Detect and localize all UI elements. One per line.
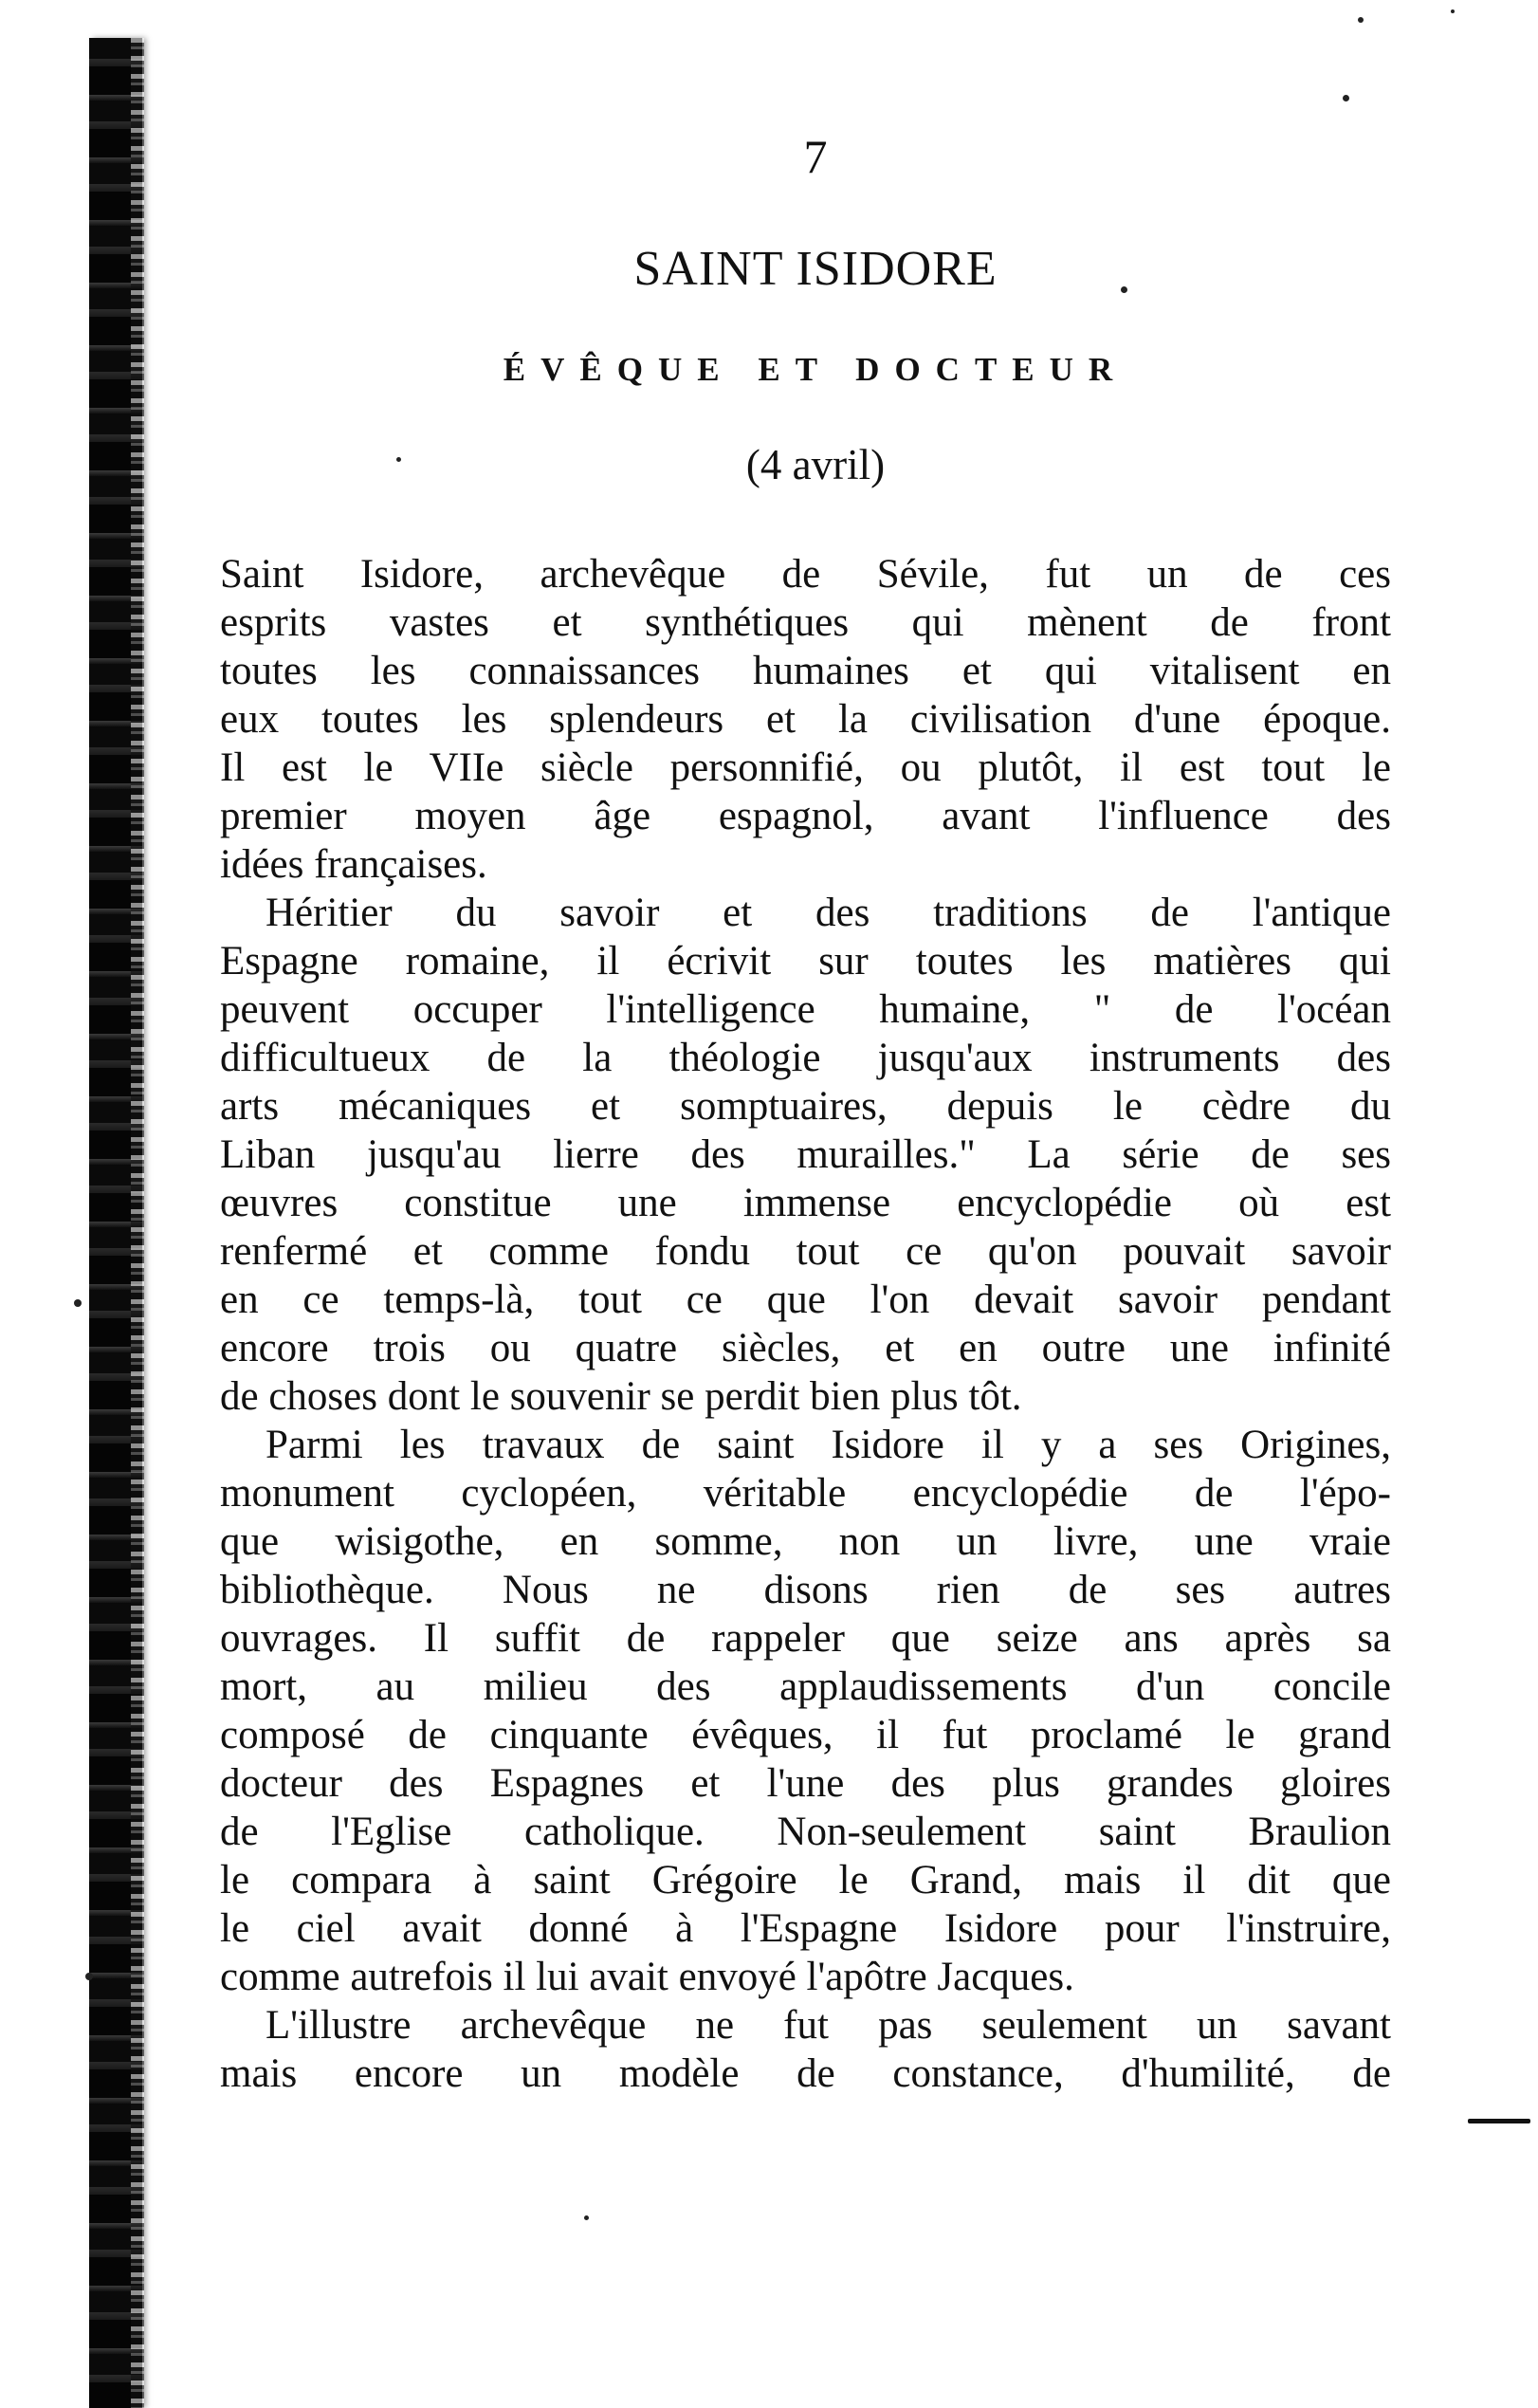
text-line: peuvent occuper l'intelligence humaine, " de l'océan xyxy=(220,987,1391,1032)
text-line: Il est le VIIe siècle personnifié, ou plutôt, il est tout le xyxy=(220,745,1391,790)
margin-dash-mark xyxy=(1468,2119,1530,2123)
print-speck xyxy=(584,2215,589,2220)
text-line: que wisigothe, en somme, non un livre, une vraie xyxy=(220,1519,1391,1564)
print-speck xyxy=(1451,9,1455,13)
text-line: arts mécaniques et somptuaires, depuis le cèdre du xyxy=(220,1084,1391,1129)
text-line: Saint Isidore, archevêque de Sévile, fut un de ces xyxy=(220,552,1391,597)
print-speck xyxy=(85,1973,93,1980)
text-line: renfermé et comme fondu tout ce qu'on pouvait savoir xyxy=(220,1229,1391,1274)
text-line: Héritier du savoir et des traditions de l'antique xyxy=(265,891,1391,935)
text-line: œuvres constitue une immense encyclopédie où est xyxy=(220,1181,1391,1225)
text-line: docteur des Espagnes et l'une des plus grandes gloires xyxy=(220,1761,1391,1806)
text-line: Liban jusqu'au lierre des murailles." La série de ses xyxy=(220,1132,1391,1177)
feast-date: (4 avril) xyxy=(745,441,886,488)
text-line: ouvrages. Il suffit de rappeler que seize ans après sa xyxy=(220,1616,1391,1661)
text-line: monument cyclopéen, véritable encyclopédie de l'épo- xyxy=(220,1471,1391,1516)
text-line: Espagne romaine, il écrivit sur toutes les matières qui xyxy=(220,939,1391,983)
body-text xyxy=(220,550,1391,2098)
text-line: composé de cinquante évêques, il fut proclamé le grand xyxy=(220,1713,1391,1757)
text-line: comme autrefois il lui avait envoyé l'apôtre Jacques. xyxy=(220,1955,1074,1999)
text-line: le ciel avait donné à l'Espagne Isidore pour l'instruire, xyxy=(220,1906,1391,1951)
text-line: en ce temps-là, tout ce que l'on devait savoir pendant xyxy=(220,1278,1391,1322)
text-line: encore trois ou quatre siècles, et en outre une infinité xyxy=(220,1326,1391,1370)
text-line: bibliothèque. Nous ne disons rien de ses autres xyxy=(220,1568,1391,1612)
text-line: mort, au milieu des applaudissements d'un concile xyxy=(220,1664,1391,1709)
text-line: eux toutes les splendeurs et la civilisation d'une époque. xyxy=(220,697,1391,742)
page-title: SAINT ISIDORE xyxy=(633,242,998,296)
text-line: mais encore un modèle de constance, d'humilité, de xyxy=(220,2051,1391,2096)
print-speck xyxy=(1358,17,1364,23)
print-speck xyxy=(74,1299,82,1307)
text-line: idées françaises. xyxy=(220,842,487,887)
page-number: 7 xyxy=(803,130,828,183)
text-line: de choses dont le souvenir se perdit bien plus tôt. xyxy=(220,1374,1022,1419)
text-line: premier moyen âge espagnol, avant l'influence des xyxy=(220,794,1391,838)
text-line: le compara à saint Grégoire le Grand, mais il dit que xyxy=(220,1858,1391,1903)
text-line: esprits vastes et synthétiques qui mènent de front xyxy=(220,600,1391,645)
text-line: toutes les connaissances humaines et qui vitalisent en xyxy=(220,649,1391,693)
text-line: L'illustre archevêque ne fut pas seulement un savant xyxy=(265,2003,1391,2048)
text-line: difficultueux de la théologie jusqu'aux instruments des xyxy=(220,1036,1391,1080)
page-subtitle: ÉVÊQUE ET DOCTEUR xyxy=(503,351,1128,388)
print-speck xyxy=(1343,95,1349,101)
text-line: de l'Eglise catholique. Non-seulement saint Braulion xyxy=(220,1810,1391,1854)
text-line: Parmi les travaux de saint Isidore il y a ses Origines, xyxy=(265,1423,1391,1467)
binding-edge-texture xyxy=(131,38,144,2408)
